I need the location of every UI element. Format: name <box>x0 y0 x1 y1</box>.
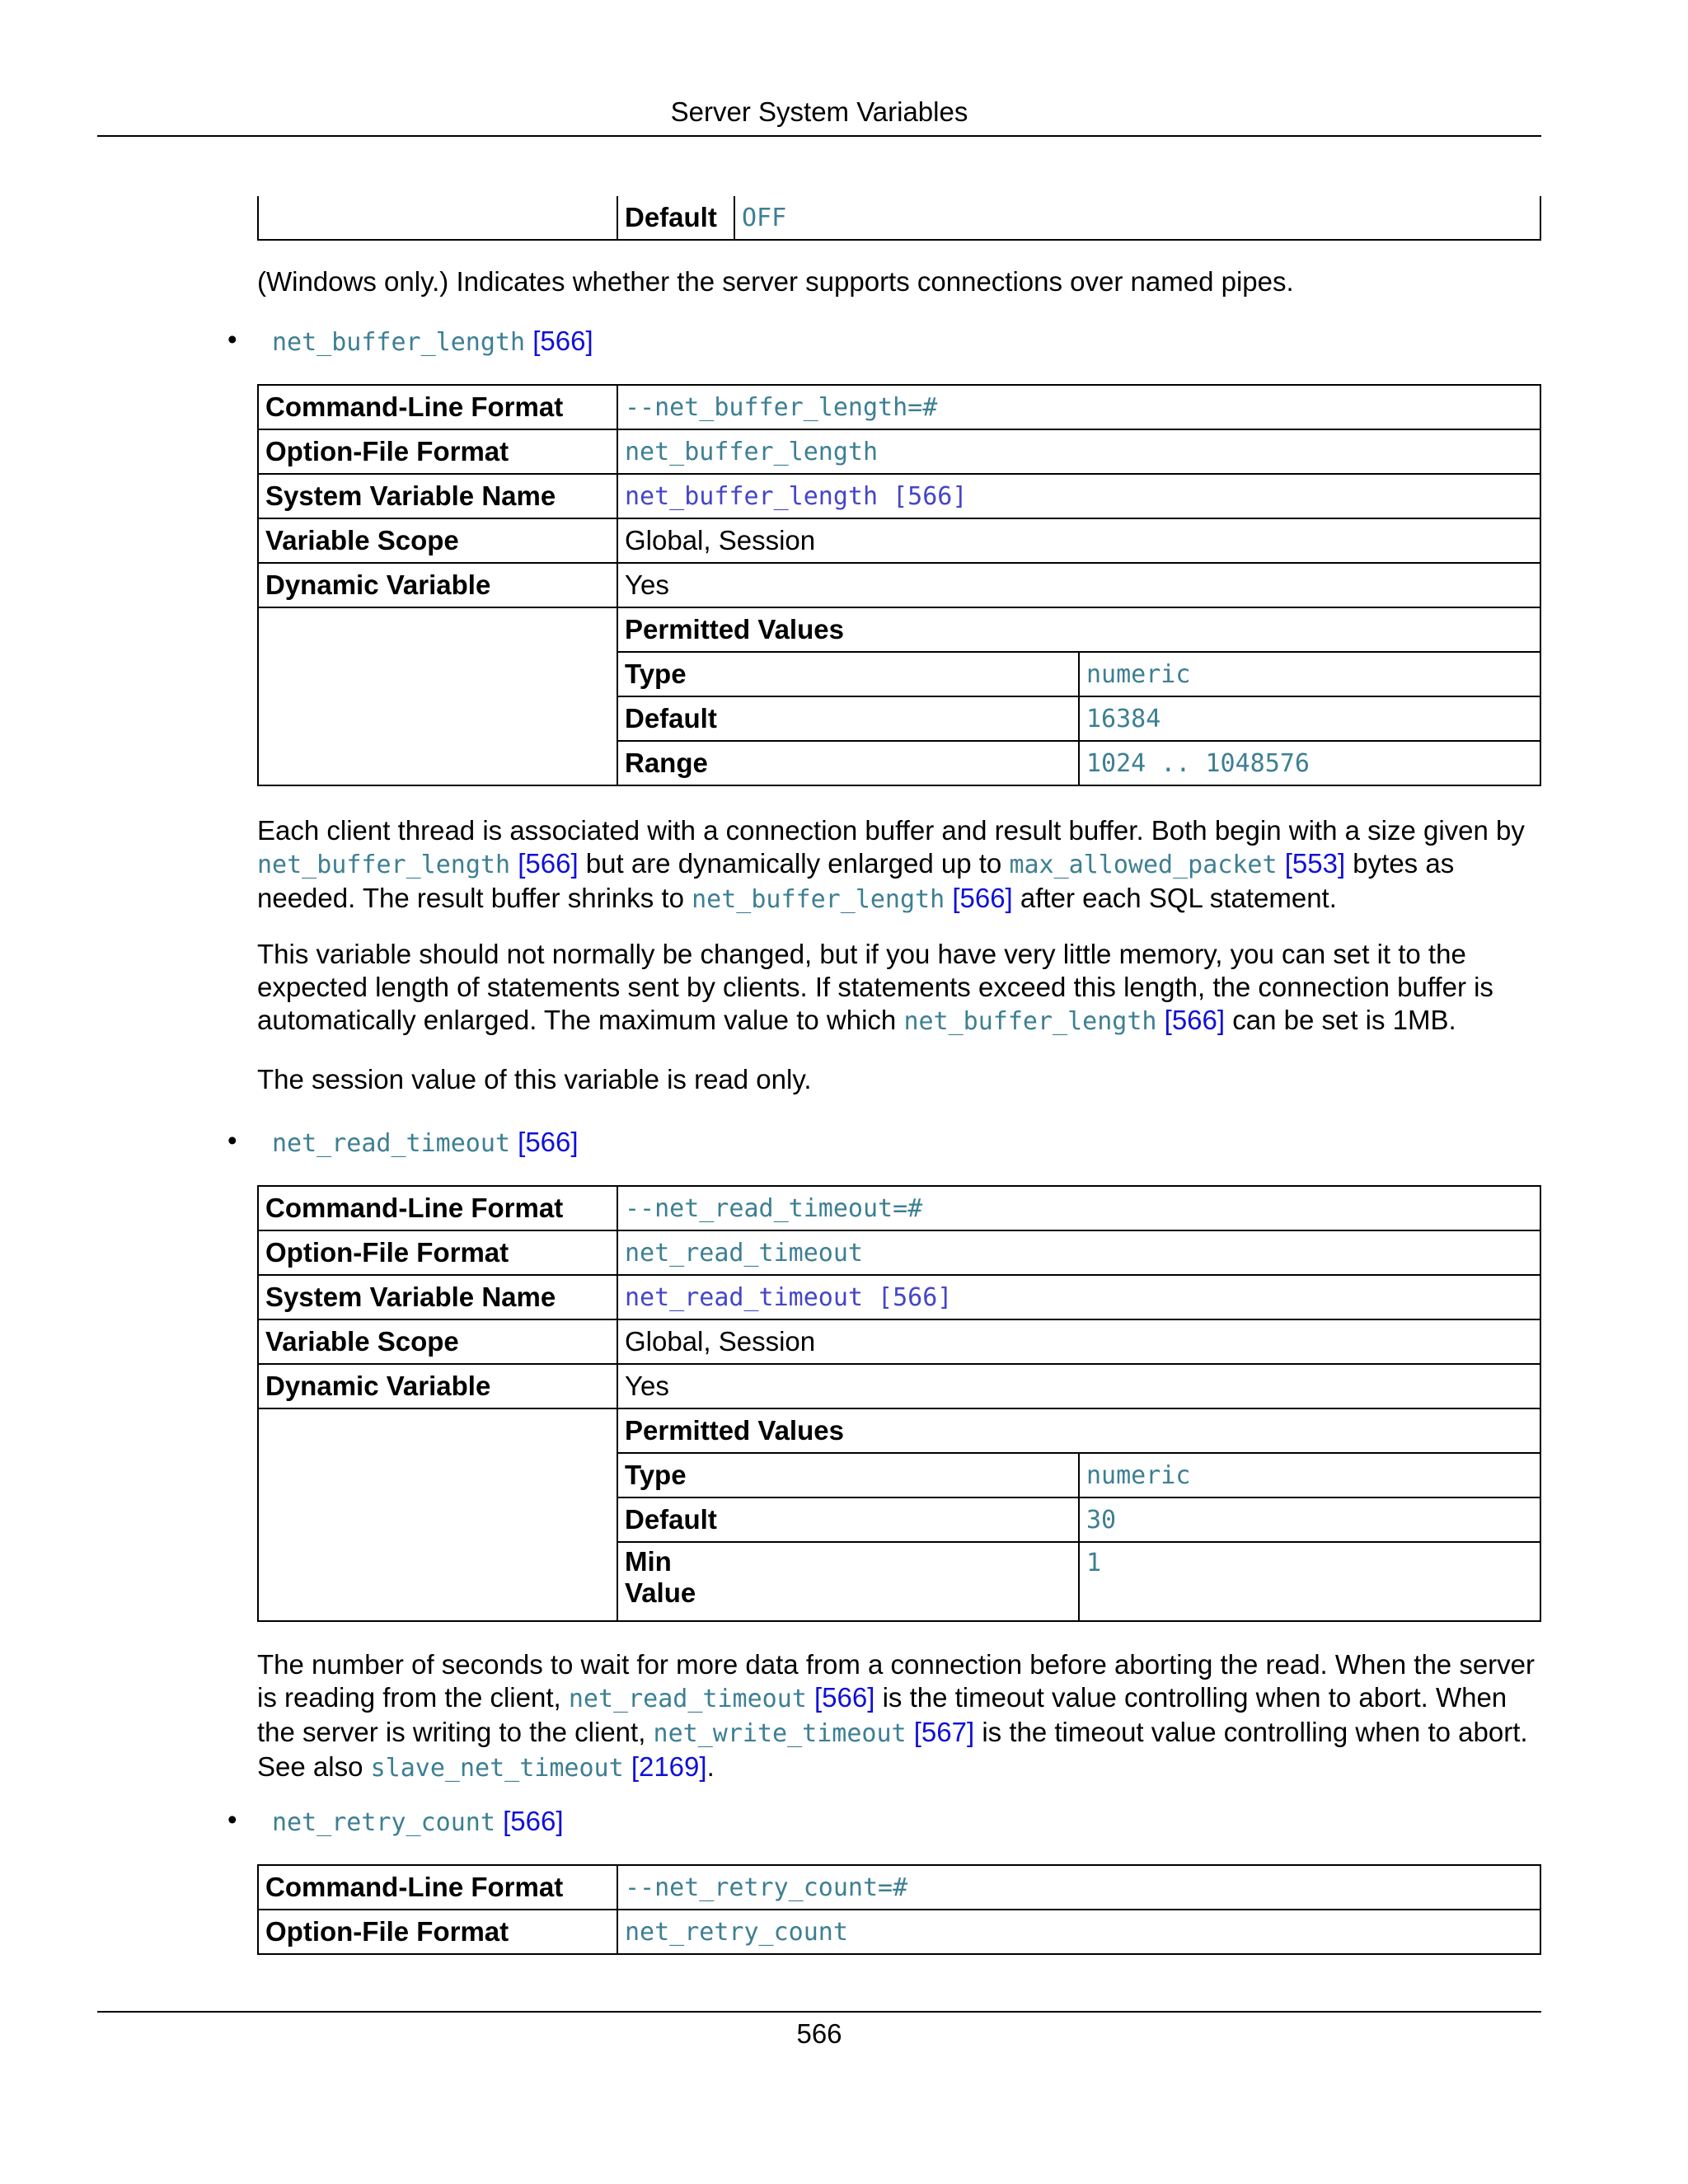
code-ref: net_write_timeout <box>653 1719 907 1748</box>
default-value: OFF <box>734 196 1540 240</box>
type-value: numeric <box>1079 1453 1540 1497</box>
sysvar-label: System Variable Name <box>258 474 617 518</box>
scope-label: Variable Scope <box>258 1319 617 1364</box>
bullet: • <box>227 324 237 354</box>
empty-cell <box>258 1408 617 1621</box>
page-ref-link[interactable]: [566] <box>814 1682 875 1713</box>
scope-value: Global, Session <box>617 1319 1540 1364</box>
variable-heading-net-read-timeout <box>272 1124 579 1162</box>
page-ref-link[interactable]: [566] <box>532 326 593 356</box>
sysvar-value[interactable]: net_read_timeout [566] <box>617 1275 1540 1319</box>
type-value: numeric <box>1079 652 1540 696</box>
dynamic-label: Dynamic Variable <box>258 563 617 607</box>
page-header: Server System Variables <box>670 96 968 127</box>
page-ref-link[interactable]: [566] <box>503 1806 564 1836</box>
default-label: Default <box>617 696 1079 741</box>
variable-link[interactable]: net_buffer_length <box>272 328 526 357</box>
net-read-timeout-table <box>257 1185 1541 1622</box>
opt-label: Option-File Format <box>258 1910 617 1954</box>
variable-link[interactable]: net_retry_count <box>272 1808 495 1837</box>
dynamic-value: Yes <box>617 563 1540 607</box>
permitted-values-label: Permitted Values <box>617 607 1540 652</box>
sysvar-value[interactable]: net_buffer_length [566] <box>617 474 1540 518</box>
opt-label: Option-File Format <box>258 1230 617 1275</box>
cmd-label: Command-Line Format <box>258 1186 617 1230</box>
dynamic-value: Yes <box>617 1364 1540 1408</box>
code-ref: net_buffer_length <box>257 851 511 879</box>
page-ref-link[interactable]: [2169] <box>631 1751 707 1782</box>
code-ref: net_read_timeout <box>568 1685 807 1713</box>
bullet: • <box>227 1804 237 1835</box>
empty-cell <box>258 196 617 240</box>
opt-value: net_retry_count <box>617 1910 1540 1954</box>
page-ref-link[interactable]: [566] <box>1164 1005 1226 1035</box>
scope-label: Variable Scope <box>258 518 617 563</box>
type-label: Type <box>617 1453 1079 1497</box>
cmd-value: --net_retry_count=# <box>617 1865 1540 1910</box>
sysvar-label: System Variable Name <box>258 1275 617 1319</box>
page-ref-link[interactable]: [567] <box>913 1717 975 1747</box>
bullet: • <box>227 1125 237 1155</box>
default-value: 30 <box>1079 1497 1540 1542</box>
code-ref: slave_net_timeout <box>370 1754 624 1783</box>
page-ref-link[interactable]: [566] <box>952 883 1013 913</box>
opt-value: net_buffer_length <box>617 429 1540 474</box>
net-retry-count-table <box>257 1864 1541 1955</box>
default-label: Default <box>617 1497 1079 1542</box>
empty-cell <box>258 607 617 785</box>
scope-value: Global, Session <box>617 518 1540 563</box>
page-ref-link[interactable]: [553] <box>1284 848 1346 879</box>
page-number: 566 <box>796 2018 842 2049</box>
named-pipe-description: (Windows only.) Indicates whether the server supports connections over named pipes. <box>257 266 1294 297</box>
type-label: Type <box>617 652 1079 696</box>
named-pipe-table-tail <box>257 196 1541 241</box>
range-value: 1024 .. 1048576 <box>1079 741 1540 785</box>
permitted-values-label: Permitted Values <box>617 1408 1540 1453</box>
code-ref: max_allowed_packet <box>1009 851 1278 879</box>
page-ref-link[interactable]: [566] <box>518 848 579 879</box>
range-label: Range <box>617 741 1079 785</box>
net-buffer-length-paragraph-1: Each client thread is associated with a connection buffer and result buffer. Both begin with a size given by net_buffer_length [566] but are dynamically enlarged up to max_allowed_packet [553] bytes as needed. The result buffer shrinks to net_buffer_length [566] after each SQL statement. <box>257 815 1525 914</box>
net-buffer-length-table <box>257 384 1541 786</box>
header-rule <box>97 135 1541 137</box>
variable-heading-net-buffer-length <box>272 323 593 361</box>
default-label: Default <box>617 196 734 240</box>
net-buffer-length-paragraph-3: The session value of this variable is read only. <box>257 1064 812 1094</box>
opt-value: net_read_timeout <box>617 1230 1540 1275</box>
default-value: 16384 <box>1079 696 1540 741</box>
net-read-timeout-paragraph: The number of seconds to wait for more data from a connection before aborting the read. When the server is reading from the client, net_read_timeout [566] is the timeout value controlling when to abort. When the server is writing to the client, net_write_timeout [567] is the timeout value controlling when to abort. See also slave_net_timeout [2169]. <box>257 1649 1536 1783</box>
code-ref: net_buffer_length <box>903 1007 1157 1036</box>
footer-rule <box>97 2011 1541 2013</box>
cmd-value: --net_buffer_length=# <box>617 385 1540 429</box>
code-ref: net_buffer_length <box>692 885 945 914</box>
variable-heading-net-retry-count <box>272 1803 564 1841</box>
net-buffer-length-paragraph-2: This variable should not normally be changed, but if you have very little memory, you can set it to the expected length of statements sent by clients. If statements exceed this length, the connection buffer is automatically enlarged. The maximum value to which net_buffer_length [566] can be set is 1MB. <box>257 939 1493 1036</box>
cmd-label: Command-Line Format <box>258 385 617 429</box>
cmd-value: --net_read_timeout=# <box>617 1186 1540 1230</box>
min-value-label: Min Value <box>617 1542 1079 1621</box>
variable-link[interactable]: net_read_timeout <box>272 1129 510 1158</box>
page-ref-link[interactable]: [566] <box>518 1127 579 1157</box>
cmd-label: Command-Line Format <box>258 1865 617 1910</box>
dynamic-label: Dynamic Variable <box>258 1364 617 1408</box>
opt-label: Option-File Format <box>258 429 617 474</box>
min-value: 1 <box>1079 1542 1540 1621</box>
